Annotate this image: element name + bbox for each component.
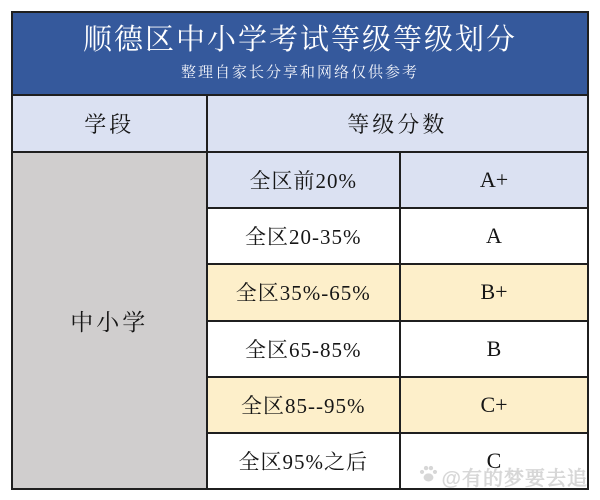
stage-cell: 中小学	[13, 153, 206, 488]
table-row-range: 全区20-35%	[208, 209, 399, 263]
page-subtitle: 整理自家长分享和网络仅供参考	[180, 64, 419, 81]
table-row-grade: A	[401, 209, 587, 263]
table-row-grade: A+	[401, 153, 587, 207]
table-row-grade: C	[401, 434, 587, 488]
table-row-range: 全区85--95%	[208, 378, 399, 432]
table-row-grade: B+	[401, 265, 587, 319]
title-banner	[13, 13, 587, 96]
table-row-range: 全区95%之后	[208, 434, 399, 488]
column-header-grade-scores: 等级分数	[208, 96, 587, 151]
grades-table	[13, 96, 587, 488]
column-header-stage: 学段	[13, 96, 206, 151]
table-row-grade: C+	[401, 378, 587, 432]
page-title: 顺德区中小学考试等级等级划分	[82, 24, 517, 57]
watermark-text: @有的梦要去追	[441, 468, 588, 490]
table-row-range: 全区65-85%	[208, 322, 399, 376]
table-row-grade: B	[401, 322, 587, 376]
table-frame	[11, 11, 589, 490]
table-row-range: 全区35%-65%	[208, 265, 399, 319]
table-row-range: 全区前20%	[208, 153, 399, 207]
